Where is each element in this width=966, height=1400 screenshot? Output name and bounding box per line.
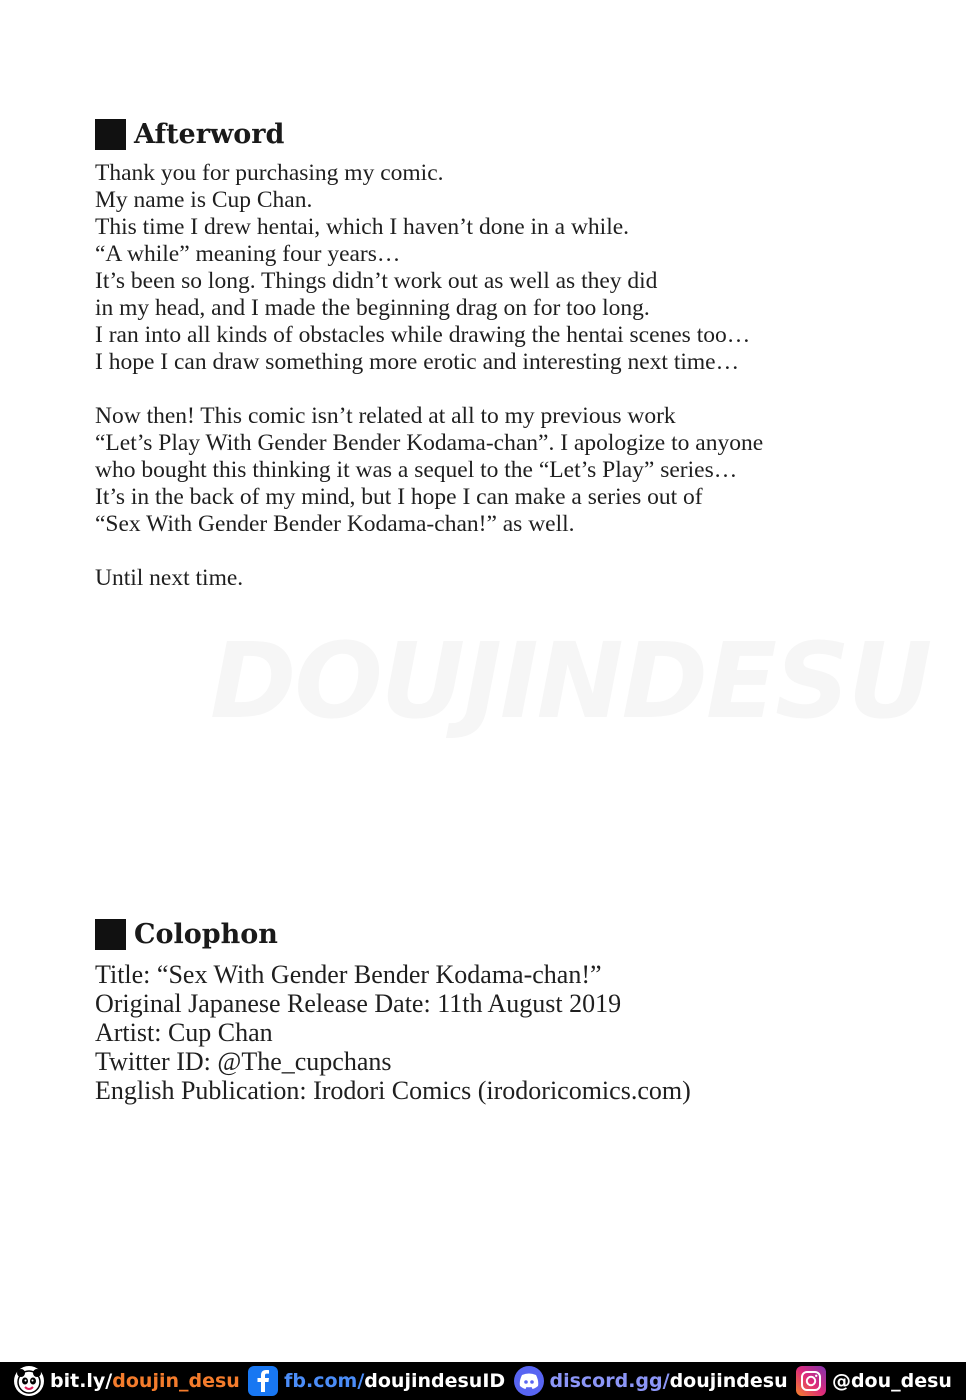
afterword-line: “A while” meaning four years… [95, 241, 401, 267]
colophon-publication-line: English Publication: Irodori Comics (irodoricomics.com) [95, 1076, 691, 1105]
footer-link-prefix: @ [831, 1370, 851, 1392]
afterword-line: who bought this thinking it was a sequel to the “Let’s Play” series… [95, 457, 738, 483]
afterword-line: My name is Cup Chan. [95, 187, 313, 213]
footer-link-discord[interactable] [514, 1366, 788, 1396]
colophon-body [95, 960, 895, 1105]
footer-link-bitly[interactable] [14, 1366, 240, 1396]
watermark-logo: DOUJINDESU [210, 620, 931, 742]
footer-link-prefix: fb.com/ [284, 1370, 365, 1392]
footer-link-prefix: bit.ly/ [50, 1370, 113, 1392]
afterword-heading-text: Afterword [134, 119, 285, 150]
colophon-artist-line: Artist: Cup Chan [95, 1018, 273, 1047]
footer-social-bar [0, 1362, 966, 1400]
afterword-line: Thank you for purchasing my comic. [95, 160, 444, 186]
colophon-release-date-line: Original Japanese Release Date: 11th August 2019 [95, 989, 622, 1018]
colophon-title-line: Title: “Sex With Gender Bender Kodama-chan!” [95, 960, 602, 989]
footer-link-suffix: dou_desu [850, 1370, 952, 1392]
facebook-icon [248, 1366, 278, 1396]
instagram-icon [796, 1366, 826, 1396]
footer-link-suffix: doujin_desu [112, 1370, 240, 1392]
colophon-twitter-line: Twitter ID: @The_cupchans [95, 1047, 392, 1076]
footer-link-facebook[interactable] [248, 1366, 505, 1396]
afterword-line: It’s been so long. Things didn’t work out as well as they did [95, 268, 658, 294]
footer-link-prefix: discord.gg/ [549, 1370, 670, 1392]
panda-icon [14, 1366, 44, 1396]
paragraph-gap [95, 538, 885, 565]
afterword-line: Until next time. [95, 565, 244, 591]
heading-square-bullet [95, 119, 126, 150]
colophon-heading [95, 919, 278, 950]
afterword-heading [95, 119, 284, 150]
heading-square-bullet [95, 919, 126, 950]
afterword-line: It’s in the back of my mind, but I hope I can make a series out of [95, 484, 703, 510]
afterword-line: This time I drew hentai, which I haven’t done in a while. [95, 214, 630, 240]
afterword-line: “Let’s Play With Gender Bender Kodama-chan”. I apologize to anyone [95, 430, 764, 456]
paragraph-gap [95, 376, 885, 403]
discord-icon [514, 1366, 544, 1396]
afterword-line: Now then! This comic isn’t related at all to my previous work [95, 403, 676, 429]
afterword-body [95, 160, 885, 592]
colophon-heading-text: Colophon [134, 919, 278, 950]
afterword-line: I ran into all kinds of obstacles while drawing the hentai scenes too… [95, 322, 751, 348]
afterword-line: in my head, and I made the beginning drag on for too long. [95, 295, 650, 321]
footer-link-suffix: doujindesu [669, 1370, 788, 1392]
footer-link-instagram[interactable] [796, 1366, 952, 1396]
footer-link-suffix: doujindesuID [364, 1370, 506, 1392]
afterword-line: “Sex With Gender Bender Kodama-chan!” as well. [95, 511, 575, 537]
afterword-line: I hope I can draw something more erotic and interesting next time… [95, 349, 740, 375]
